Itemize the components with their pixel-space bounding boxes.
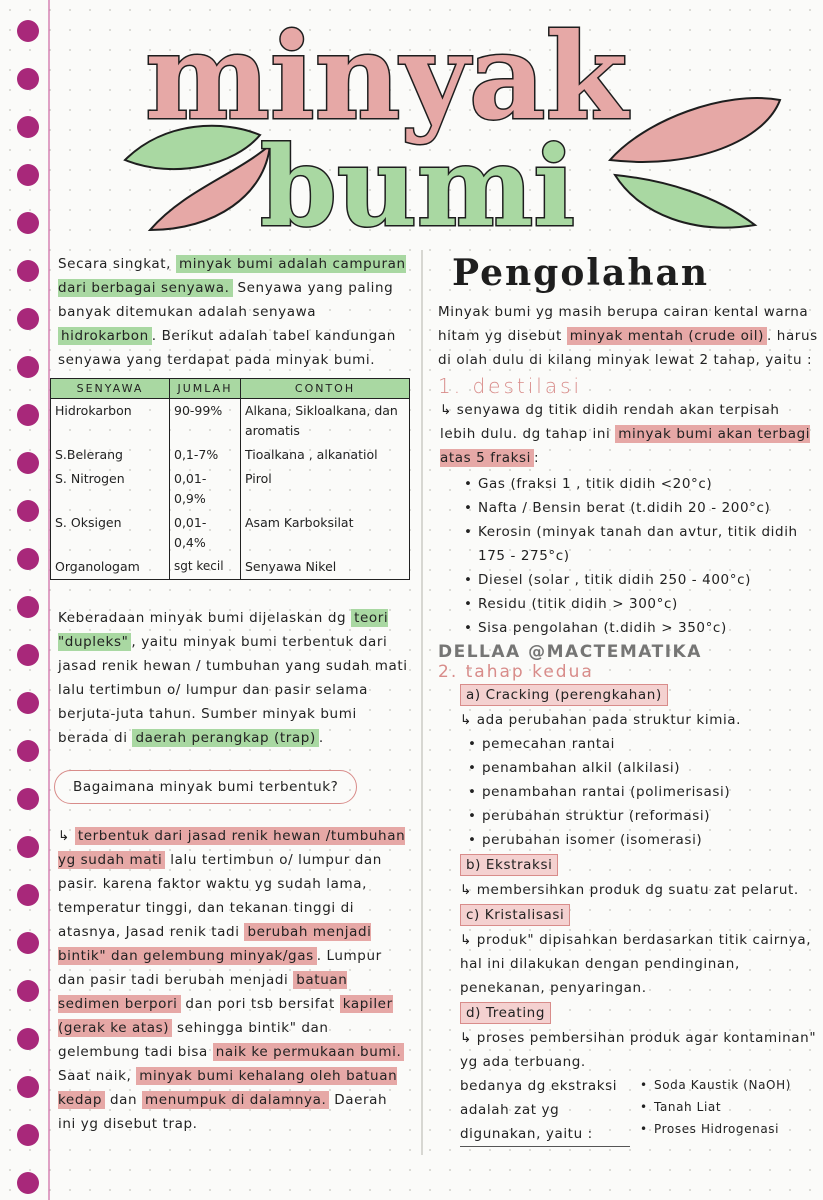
binder-hole xyxy=(17,1028,39,1050)
title-lettering xyxy=(55,0,815,250)
binder-hole xyxy=(17,452,39,474)
watermark-text: DELLAA @MACTEMATIKA xyxy=(438,642,702,662)
binder-hole xyxy=(17,548,39,570)
extraction-label: b) Ekstraksi xyxy=(460,854,558,876)
list-item: • Tanah Liat xyxy=(636,1096,791,1118)
crystallization-desc: ↳ produk" dipisahkan berdasarkan titik cairnya, hal ini dilakukan dengan pendinginan, penekanan, penyaringan. xyxy=(460,932,812,996)
table-row xyxy=(51,555,410,580)
right-column xyxy=(438,252,818,1147)
cell-jumlah xyxy=(170,555,241,580)
origin-paragraph xyxy=(58,606,408,750)
col-header-senyawa: SENYAWA xyxy=(51,379,170,399)
fraction-list xyxy=(438,472,818,640)
answer-text: Saat naik, xyxy=(58,1068,137,1084)
binder-hole xyxy=(17,212,39,234)
intro-paragraph xyxy=(58,252,408,372)
binder-hole xyxy=(17,836,39,858)
leaf-right-pink xyxy=(610,98,780,162)
intro-text-1: Secara singkat, xyxy=(58,256,172,272)
list-item: • perubahan isomer (isomerasi) xyxy=(464,828,818,852)
binder-hole xyxy=(17,20,39,42)
binder-hole xyxy=(17,308,39,330)
binder-hole xyxy=(17,1076,39,1098)
stage1-desc xyxy=(438,398,818,470)
stage1-desc-text: ↳ senyawa dg titik didih rendah akan terpisah lebih dulu. dg tahap ini xyxy=(440,402,780,442)
binder-hole xyxy=(17,1172,39,1194)
origin-highlight-1: teori "dupleks" xyxy=(58,610,389,650)
answer-text: lalu tertimbun o/ lumpur dan pasir. karena faktor waktu yg sudah lama, temperatur tinggi, dan tekanan tinggi di atasnya, Jasad renik tadi xyxy=(58,852,382,940)
answer-highlight: terbentuk dari jasad renik hewan /tumbuhan yg sudah mati xyxy=(58,828,406,868)
cell-senyawa: S. Oksigen xyxy=(51,511,170,555)
answer-highlight: berubah menjadi bintik" dan gelembung minyak/gas xyxy=(58,924,372,964)
cracking-label: a) Cracking (perengkahan) xyxy=(460,684,668,706)
binder-hole xyxy=(17,884,39,906)
binder-hole xyxy=(17,596,39,618)
treating-note: bedanya dg ekstraksi adalah zat yg digunakan, yaitu : xyxy=(460,1074,630,1147)
binder-hole xyxy=(17,356,39,378)
binder-hole xyxy=(17,68,39,90)
notebook-holes xyxy=(17,0,43,1200)
cell-jumlah: 0,1-7% xyxy=(170,443,241,467)
origin-text-1: Keberadaan minyak bumi dijelaskan dg xyxy=(58,610,347,626)
binder-hole xyxy=(17,932,39,954)
margin-line xyxy=(48,0,50,1200)
question-wrap xyxy=(58,770,408,804)
intro-highlight-1: minyak bumi adalah campuran dari berbagai senyawa. xyxy=(58,256,406,296)
list-item: • Proses Hidrogenasi xyxy=(636,1118,791,1140)
cell-senyawa: S. Nitrogen xyxy=(51,467,170,511)
answer-highlight: kapiler (gerak ke atas) xyxy=(58,996,393,1036)
compound-table xyxy=(50,378,410,580)
cell-contoh: Senyawa Nikel xyxy=(241,555,410,580)
list-item: • Gas (fraksi 1 , titik didih <20°c) xyxy=(460,472,818,496)
list-item: • perubahan struktur (reformasi) xyxy=(464,804,818,828)
processing-text-1: Minyak bumi yg masih berupa cairan kental warna hitam yg disebut xyxy=(438,304,809,344)
intro-text-3: . Berikut adalah tabel kandungan senyawa yang terdapat pada minyak bumi. xyxy=(58,328,396,368)
table-row xyxy=(51,399,410,444)
treating-agents-list xyxy=(636,1074,791,1147)
stage2-content xyxy=(438,682,818,1147)
cell-contoh: Asam Karboksilat xyxy=(241,511,410,555)
binder-hole xyxy=(17,500,39,522)
treating-desc: ↳ proses pembersihan produk agar kontaminan" yg ada terbuang. xyxy=(460,1030,817,1070)
cracking-list xyxy=(460,732,818,852)
intro-highlight-2: hidrokarbon xyxy=(58,327,152,345)
cell-senyawa: Organologam xyxy=(51,555,170,580)
cell-contoh: Tioalkana , alkanatiol xyxy=(241,443,410,467)
table-header-row xyxy=(51,379,410,399)
answer-highlight: minyak bumi kehalang oleh batuan kedap xyxy=(58,1068,398,1108)
table-row xyxy=(51,511,410,555)
origin-text-2: , yaitu minyak bumi terbentuk dari jasad renik hewan / tumbuhan yang sudah mati lalu tertimbun o/ lumpur dan pasir selama berjuta-juta tahun. Sumber minyak bumi berada di xyxy=(58,634,408,746)
answer-text: Daerah ini yg disebut trap. xyxy=(58,1092,388,1132)
answer-text: sehingga bintik" dan gelembung tadi bisa xyxy=(58,1020,329,1060)
binder-hole xyxy=(17,788,39,810)
title-line2: bumi xyxy=(260,122,576,250)
cell-senyawa: Hidrokarbon xyxy=(51,399,170,444)
cell-jumlah: 90-99% xyxy=(170,399,241,444)
table-row xyxy=(51,443,410,467)
stage2-title: 2. tahap kedua xyxy=(438,662,594,682)
processing-highlight: minyak mentah (crude oil) xyxy=(567,327,767,345)
binder-hole xyxy=(17,692,39,714)
leaf-right-green xyxy=(615,175,755,228)
treating-detail xyxy=(460,1074,818,1147)
list-item: • Sisa pengolahan (t.didih > 350°c) xyxy=(460,616,818,640)
treating-label: d) Treating xyxy=(460,1002,551,1024)
processing-intro xyxy=(438,300,818,372)
binder-hole xyxy=(17,980,39,1002)
cell-senyawa: S.Belerang xyxy=(51,443,170,467)
col-header-contoh: CONTOH xyxy=(241,379,410,399)
list-item: • Nafta / Bensin berat (t.didih 20 - 200°c) xyxy=(460,496,818,520)
answer-text: dan xyxy=(105,1092,143,1108)
binder-hole xyxy=(17,404,39,426)
question-bubble: Bagaimana minyak bumi terbentuk? xyxy=(54,770,357,804)
processing-text-2: . harus di olah dulu di kilang minyak lewat 2 tahap, yaitu : xyxy=(438,328,818,368)
origin-highlight-2: daerah perangkap (trap) xyxy=(132,729,318,747)
col-header-jumlah: JUMLAH xyxy=(170,379,241,399)
answer-text: . Lumpur dan pasir tadi berubah menjadi xyxy=(58,948,382,988)
title-line1: minyak xyxy=(145,7,628,146)
column-divider xyxy=(421,250,423,1155)
answer-text: dan pori tsb bersifat xyxy=(180,996,340,1012)
origin-text-3: . xyxy=(318,730,324,746)
answer-text: ↳ xyxy=(58,828,75,844)
intro-text-2: Senyawa yang paling banyak ditemukan adalah senyawa xyxy=(58,280,394,320)
binder-hole xyxy=(17,260,39,282)
binder-hole xyxy=(17,644,39,666)
cell-contoh: Alkana, Sikloalkana, dan aromatis xyxy=(241,399,410,444)
crystallization-label: c) Kristalisasi xyxy=(460,904,570,926)
list-item: • Diesel (solar , titik didih 250 - 400°c) xyxy=(460,568,818,592)
stage1-title: 1. destilasi xyxy=(438,374,583,398)
answer-paragraph xyxy=(58,824,408,1136)
list-item: • penambahan alkil (alkilasi) xyxy=(464,756,818,780)
left-column xyxy=(55,252,408,1136)
answer-highlight: menumpuk di dalamnya. xyxy=(142,1091,329,1109)
list-item: • Residu (titik didih > 300°c) xyxy=(460,592,818,616)
extraction-desc: ↳ membersihkan produk dg suatu zat pelarut. xyxy=(460,882,799,898)
list-item: • penambahan rantai (polimerisasi) xyxy=(464,780,818,804)
cell-jumlah: 0,01-0,4% xyxy=(170,511,241,555)
answer-highlight: naik ke permukaan bumi. xyxy=(213,1043,405,1061)
table-row xyxy=(51,467,410,511)
cracking-desc: ↳ ada perubahan pada struktur kimia. xyxy=(460,712,742,728)
list-item: • Kerosin (minyak tanah dan avtur, titik didih 175 - 275°c) xyxy=(460,520,818,568)
list-item: • pemecahan rantai xyxy=(464,732,818,756)
cell-contoh: Pirol xyxy=(241,467,410,511)
cell-jumlah-text: sgt kecil xyxy=(174,559,224,573)
stage1-highlight: minyak bumi akan terbagi atas 5 fraksi xyxy=(440,426,811,466)
binder-hole xyxy=(17,116,39,138)
list-item: • Soda Kaustik (NaOH) xyxy=(636,1074,791,1096)
binder-hole xyxy=(17,164,39,186)
cell-jumlah: 0,01-0,9% xyxy=(170,467,241,511)
stage1-desc-end: : xyxy=(534,450,540,466)
binder-hole xyxy=(17,740,39,762)
section-heading: Pengolahan xyxy=(452,252,710,294)
binder-hole xyxy=(17,1124,39,1146)
answer-highlight: batuan sedimen berpori xyxy=(58,972,348,1012)
